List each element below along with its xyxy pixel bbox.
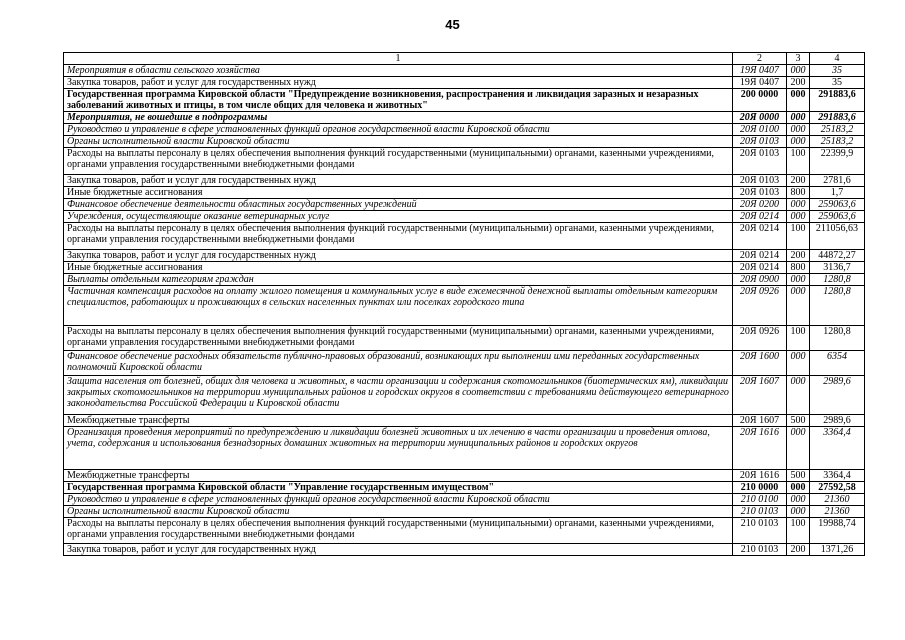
table-row [64, 65, 865, 77]
row-amount-cell: 2989,6 [810, 415, 865, 427]
table-row [64, 494, 865, 506]
row-code-cell: 20Я 0103 [733, 136, 787, 148]
table-row [64, 175, 865, 187]
row-amount-cell: 211056,63 [810, 223, 865, 250]
table-row [64, 211, 865, 223]
row-code-cell: 20Я 1616 [733, 427, 787, 470]
row-code-cell: 20Я 1607 [733, 415, 787, 427]
row-code-cell: 20Я 0103 [733, 187, 787, 199]
row-name-cell: Расходы на выплаты персоналу в целях обеспечения выполнения функций государственными (муниципальными) органами, казенными учреждениями, органами управления государственными внебюджетными фондами [64, 223, 733, 250]
row-type-cell: 200 [787, 250, 810, 262]
row-name-cell: Финансовое обеспечение расходных обязательств публично-правовых образований, возникающих при выполнении ими переданных государственных полномочий Кировской области [64, 351, 733, 376]
row-code-cell: 20Я 0103 [733, 175, 787, 187]
row-name-cell: Органы исполнительной власти Кировской области [64, 136, 733, 148]
row-type-cell: 500 [787, 470, 810, 482]
row-name-cell: Расходы на выплаты персоналу в целях обеспечения выполнения функций государственными (муниципальными) органами, казенными учреждениями, органами управления государственными внебюджетными фондами [64, 326, 733, 351]
table-row [64, 187, 865, 199]
row-type-cell: 000 [787, 199, 810, 211]
row-code-cell: 20Я 0100 [733, 124, 787, 136]
row-type-cell: 000 [787, 112, 810, 124]
row-name-cell: Организация проведения мероприятий по предупреждению и ликвидации болезней животных и их лечению в части организации и проведения отлова, учета, содержания и использования безнадзорных домашних животных на территории муниципальных районов и городских округов [64, 427, 733, 470]
table-row [64, 262, 865, 274]
header-col-code: 2 [733, 53, 787, 65]
row-name-cell: Иные бюджетные ассигнования [64, 187, 733, 199]
row-type-cell: 100 [787, 223, 810, 250]
table-row [64, 376, 865, 415]
row-code-cell: 20Я 0900 [733, 274, 787, 286]
row-name-cell: Органы исполнительной власти Кировской области [64, 506, 733, 518]
row-type-cell: 800 [787, 187, 810, 199]
row-code-cell: 20Я 0926 [733, 326, 787, 351]
row-name-cell: Мероприятия в области сельского хозяйства [64, 65, 733, 77]
row-type-cell: 100 [787, 326, 810, 351]
row-name-cell: Закупка товаров, работ и услуг для государственных нужд [64, 250, 733, 262]
table-row [64, 470, 865, 482]
table-row [64, 89, 865, 112]
row-code-cell: 19Я 0407 [733, 65, 787, 77]
table-row [64, 427, 865, 470]
header-col-name: 1 [64, 53, 733, 65]
row-code-cell: 20Я 0214 [733, 223, 787, 250]
row-amount-cell: 19988,74 [810, 518, 865, 544]
row-code-cell: 210 0103 [733, 544, 787, 556]
row-code-cell: 19Я 0407 [733, 77, 787, 89]
row-name-cell: Расходы на выплаты персоналу в целях обеспечения выполнения функций государственными (муниципальными) органами, казенными учреждениями, органами управления государственными внебюджетными фондами [64, 518, 733, 544]
row-type-cell: 000 [787, 376, 810, 415]
row-name-cell: Закупка товаров, работ и услуг для государственных нужд [64, 175, 733, 187]
table-row [64, 351, 865, 376]
row-type-cell: 000 [787, 211, 810, 223]
row-type-cell: 000 [787, 65, 810, 77]
row-amount-cell: 35 [810, 65, 865, 77]
row-name-cell: Учреждения, осуществляющие оказание ветеринарных услуг [64, 211, 733, 223]
row-type-cell: 800 [787, 262, 810, 274]
table-row [64, 77, 865, 89]
row-type-cell: 200 [787, 544, 810, 556]
table-row [64, 544, 865, 556]
row-amount-cell: 21360 [810, 506, 865, 518]
row-amount-cell: 2989,6 [810, 376, 865, 415]
row-name-cell: Закупка товаров, работ и услуг для государственных нужд [64, 77, 733, 89]
row-type-cell: 000 [787, 136, 810, 148]
row-code-cell: 20Я 0926 [733, 286, 787, 326]
row-amount-cell: 1,7 [810, 187, 865, 199]
table-row [64, 250, 865, 262]
row-type-cell: 500 [787, 415, 810, 427]
row-amount-cell: 1280,8 [810, 274, 865, 286]
row-name-cell: Государственная программа Кировской области "Предупреждение возникновения, распространения и ликвидация заразных и незаразных заболеваний животных и птицы, в том числе общих для человека и животных" [64, 89, 733, 112]
row-name-cell: Защита населения от болезней, общих для человека и животных, в части организации и содержания скотомогильников (биотермических ям), ликвидации закрытых скотомогильников на территории муниципальных районов и городских округов в соответствии с требованиями действующего ветеринарного законодательства Российской Федерации и Кировской области [64, 376, 733, 415]
row-name-cell: Закупка товаров, работ и услуг для государственных нужд [64, 544, 733, 556]
row-code-cell: 20Я 0200 [733, 199, 787, 211]
row-name-cell: Государственная программа Кировской области "Управление государственным имуществом" [64, 482, 733, 494]
row-type-cell: 100 [787, 518, 810, 544]
row-type-cell: 200 [787, 77, 810, 89]
row-amount-cell: 259063,6 [810, 211, 865, 223]
row-amount-cell: 1280,8 [810, 326, 865, 351]
row-code-cell: 210 0103 [733, 506, 787, 518]
table-row [64, 518, 865, 544]
table-row [64, 223, 865, 250]
row-amount-cell: 35 [810, 77, 865, 89]
header-col-type: 3 [787, 53, 810, 65]
row-amount-cell: 25183,2 [810, 136, 865, 148]
row-name-cell: Руководство и управление в сфере установленных функций органов государственной власти Кировской области [64, 124, 733, 136]
row-type-cell: 100 [787, 148, 810, 175]
row-name-cell: Расходы на выплаты персоналу в целях обеспечения выполнения функций государственными (муниципальными) органами, казенными учреждениями, органами управления государственными внебюджетными фондами [64, 148, 733, 175]
row-amount-cell: 1280,8 [810, 286, 865, 326]
header-col-amount: 4 [810, 53, 865, 65]
row-type-cell: 000 [787, 494, 810, 506]
table-row [64, 124, 865, 136]
row-name-cell: Иные бюджетные ассигнования [64, 262, 733, 274]
row-code-cell: 20Я 0103 [733, 148, 787, 175]
row-amount-cell: 6354 [810, 351, 865, 376]
table-row [64, 112, 865, 124]
row-amount-cell: 44872,27 [810, 250, 865, 262]
row-amount-cell: 27592,58 [810, 482, 865, 494]
row-amount-cell: 3136,7 [810, 262, 865, 274]
row-amount-cell: 291883,6 [810, 112, 865, 124]
table-row [64, 482, 865, 494]
row-name-cell: Руководство и управление в сфере установленных функций органов государственной власти Кировской области [64, 494, 733, 506]
row-code-cell: 20Я 0000 [733, 112, 787, 124]
row-type-cell: 000 [787, 274, 810, 286]
table-row [64, 274, 865, 286]
row-name-cell: Межбюджетные трансферты [64, 470, 733, 482]
table-header-row [64, 53, 865, 65]
table-row [64, 199, 865, 211]
row-name-cell: Финансовое обеспечение деятельности областных государственных учреждений [64, 199, 733, 211]
row-code-cell: 20Я 1600 [733, 351, 787, 376]
table-row [64, 506, 865, 518]
row-name-cell: Выплаты отдельным категориям граждан [64, 274, 733, 286]
row-type-cell: 200 [787, 175, 810, 187]
row-amount-cell: 21360 [810, 494, 865, 506]
row-type-cell: 000 [787, 89, 810, 112]
row-type-cell: 000 [787, 506, 810, 518]
row-amount-cell: 3364,4 [810, 470, 865, 482]
row-amount-cell: 25183,2 [810, 124, 865, 136]
row-code-cell: 210 0000 [733, 482, 787, 494]
table-row [64, 326, 865, 351]
row-amount-cell: 3364,4 [810, 427, 865, 470]
row-amount-cell: 1371,26 [810, 544, 865, 556]
row-amount-cell: 2781,6 [810, 175, 865, 187]
row-type-cell: 000 [787, 286, 810, 326]
row-name-cell: Межбюджетные трансферты [64, 415, 733, 427]
budget-table [63, 52, 865, 556]
row-type-cell: 000 [787, 427, 810, 470]
row-name-cell: Частичная компенсация расходов на оплату жилого помещения и коммунальных услуг в виде ежемесячной денежной выплаты отдельным категориям специалистов, работающих и проживающих в сельских населенных пунктах или поселках городского типа [64, 286, 733, 326]
row-code-cell: 210 0100 [733, 494, 787, 506]
row-code-cell: 210 0103 [733, 518, 787, 544]
row-amount-cell: 22399,9 [810, 148, 865, 175]
row-code-cell: 20Я 0214 [733, 250, 787, 262]
row-code-cell: 20Я 0214 [733, 262, 787, 274]
row-name-cell: Мероприятия, не вошедшие в подпрограммы [64, 112, 733, 124]
row-code-cell: 20Я 0214 [733, 211, 787, 223]
row-amount-cell: 259063,6 [810, 199, 865, 211]
row-type-cell: 000 [787, 351, 810, 376]
table-row [64, 415, 865, 427]
table-row [64, 286, 865, 326]
budget-table-body [64, 65, 865, 556]
row-code-cell: 20Я 1616 [733, 470, 787, 482]
row-amount-cell: 291883,6 [810, 89, 865, 112]
row-code-cell: 20Я 1607 [733, 376, 787, 415]
table-row [64, 148, 865, 175]
page-number: 45 [445, 17, 460, 32]
row-type-cell: 000 [787, 482, 810, 494]
table-row [64, 136, 865, 148]
row-code-cell: 200 0000 [733, 89, 787, 112]
row-type-cell: 000 [787, 124, 810, 136]
